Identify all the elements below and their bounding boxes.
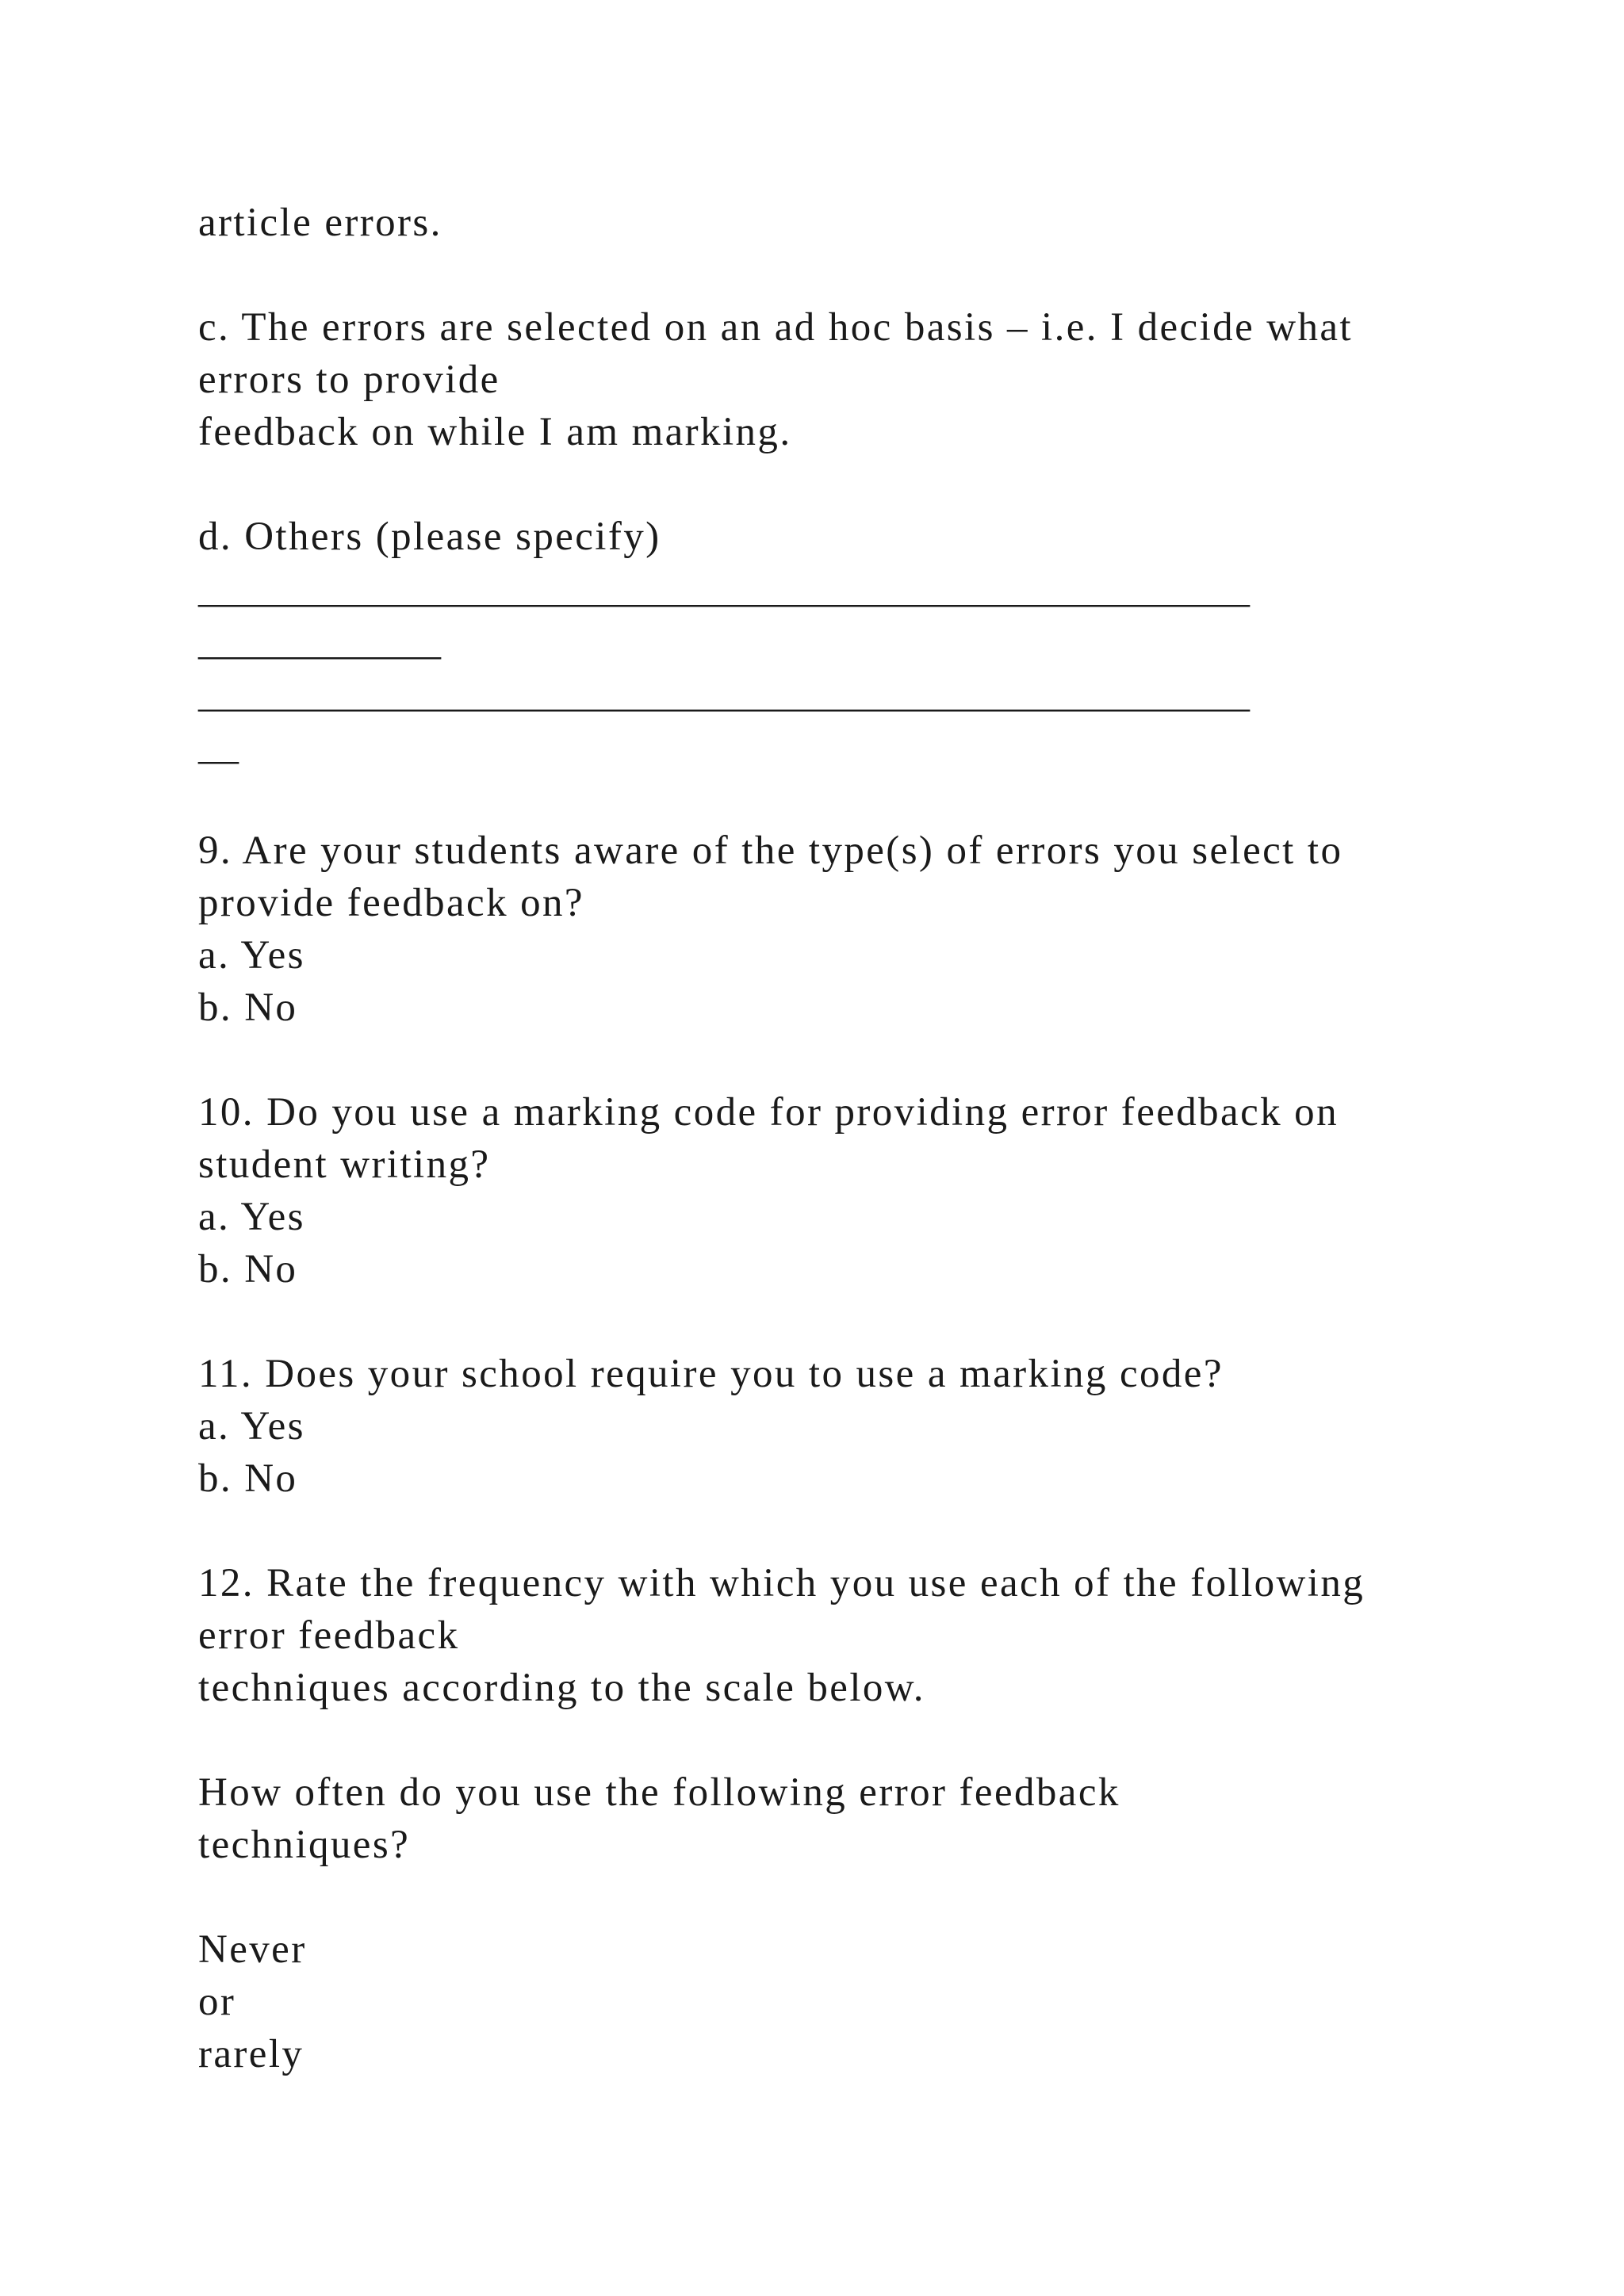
- option-c-line-1: c. The errors are selected on an ad hoc basis – i.e. I decide what: [198, 305, 1353, 350]
- question-9-line-2: provide feedback on?: [198, 881, 584, 925]
- question-10-line-2: student writing?: [198, 1142, 491, 1187]
- option-c-line-3: feedback on while I am marking.: [198, 410, 792, 454]
- question-12-line-2: error feedback: [198, 1613, 460, 1658]
- question-9-option-a: a. Yes: [198, 933, 305, 978]
- question-10-option-a: a. Yes: [198, 1195, 305, 1239]
- question-9-line-1: 9. Are your students aware of the type(s) of errors you select to: [198, 828, 1343, 873]
- specify-blank-line-4: __: [198, 724, 239, 768]
- scale-label-never: Never: [198, 1927, 307, 1972]
- specify-blank-line-3: ____________________________________________________: [198, 672, 1250, 716]
- specify-blank-line-1: ____________________________________________________: [198, 567, 1250, 611]
- question-10-option-b: b. No: [198, 1247, 298, 1292]
- scale-question-line-1: How often do you use the following error feedback: [198, 1770, 1120, 1815]
- option-c-line-2: errors to provide: [198, 358, 500, 402]
- option-d-label: d. Others (please specify): [198, 515, 661, 559]
- scale-question-line-2: techniques?: [198, 1823, 411, 1867]
- question-12-line-1: 12. Rate the frequency with which you use each of the following: [198, 1561, 1365, 1605]
- scale-label-rarely: rarely: [198, 2032, 304, 2076]
- question-12-line-3: techniques according to the scale below.: [198, 1666, 925, 1710]
- question-10-line-1: 10. Do you use a marking code for providing error feedback on: [198, 1090, 1339, 1135]
- question-11-option-b: b. No: [198, 1456, 298, 1501]
- text-line-article-errors: article errors.: [198, 201, 442, 245]
- question-9-option-b: b. No: [198, 985, 298, 1030]
- scale-label-or: or: [198, 1980, 236, 2024]
- question-11-line-1: 11. Does your school require you to use a marking code?: [198, 1352, 1224, 1396]
- question-11-option-a: a. Yes: [198, 1404, 305, 1448]
- specify-blank-line-2: ____________: [198, 619, 441, 664]
